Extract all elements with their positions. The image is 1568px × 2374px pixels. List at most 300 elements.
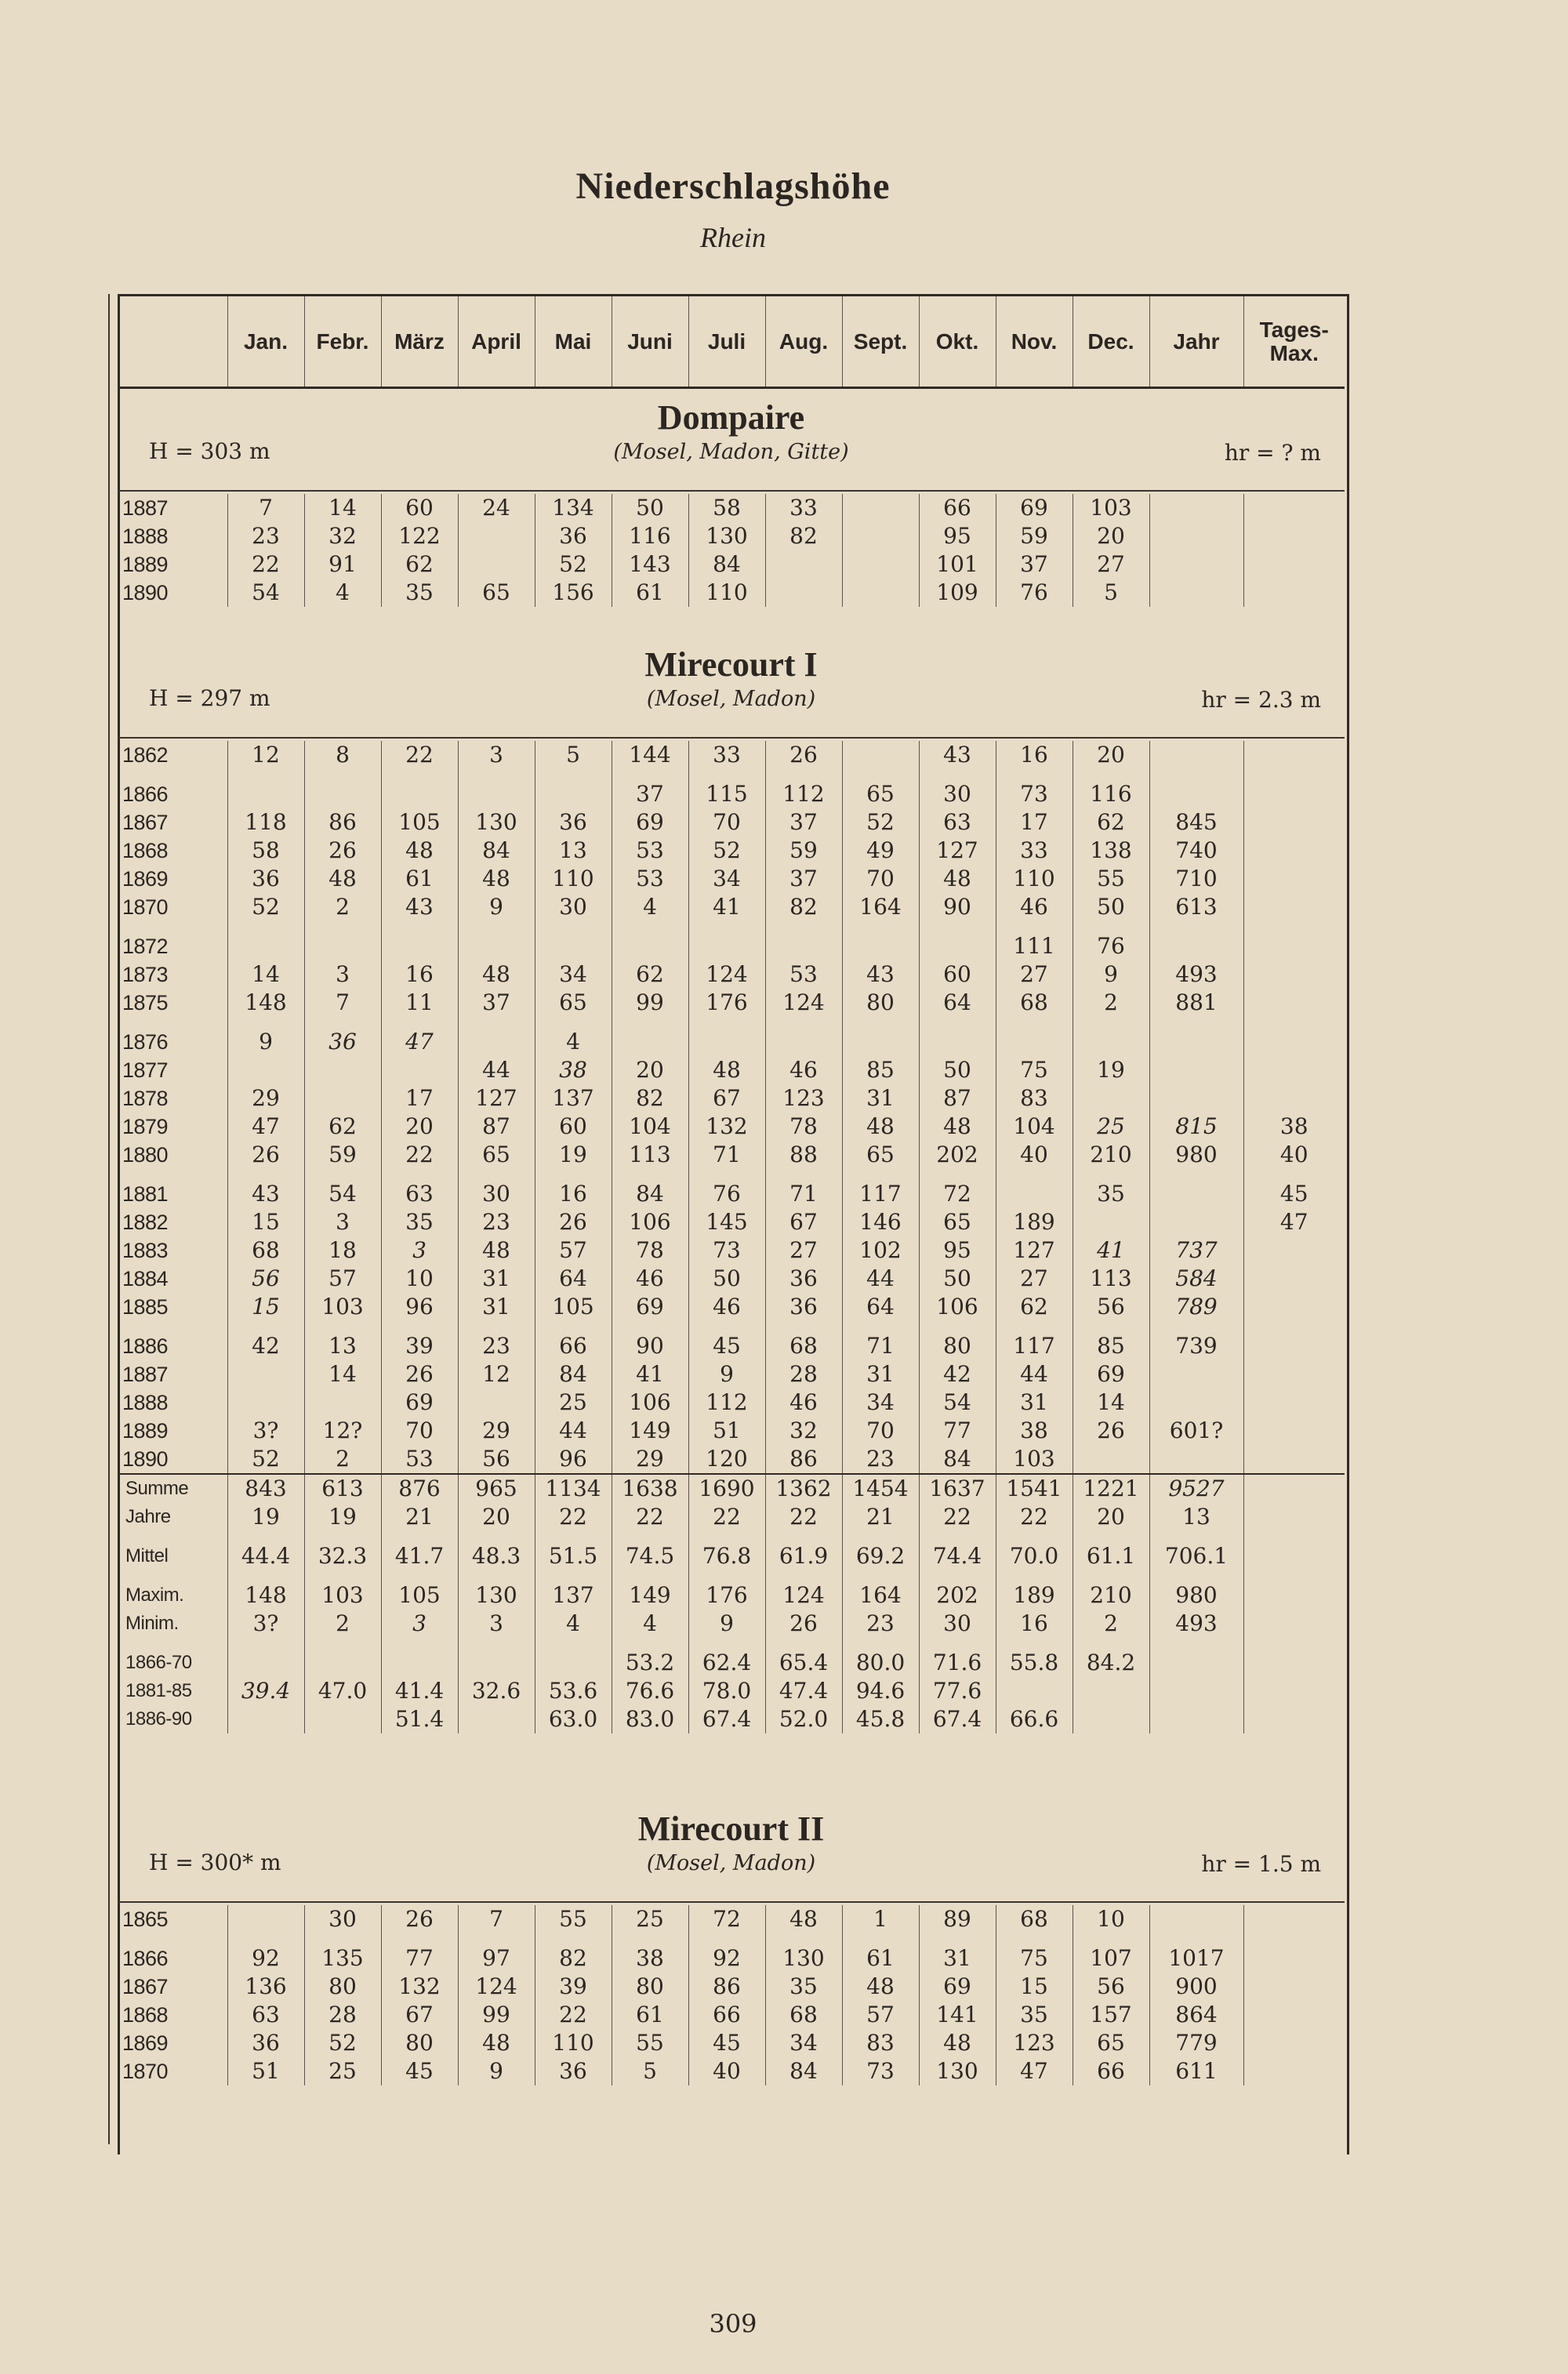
table-row (118, 1056, 1345, 1084)
summary-cell: 66.6 (996, 1705, 1073, 1733)
data-cell: 845 (1149, 808, 1243, 837)
data-cell: 66 (1073, 2057, 1149, 2085)
summary-cell (1243, 1610, 1345, 1638)
data-cell: 34 (535, 960, 612, 989)
column-header-cell: Mai (535, 296, 612, 388)
table-row (118, 1417, 1345, 1445)
data-cell: 44 (458, 1056, 535, 1084)
summary-cell: 47.0 (304, 1677, 381, 1705)
data-cell (1243, 1417, 1345, 1445)
column-header-cell: Nov. (996, 296, 1073, 388)
row-year: 1886 (122, 1334, 169, 1358)
section-dompaire (118, 388, 1345, 492)
data-cell: 146 (842, 1208, 919, 1236)
data-cell: 69 (381, 1388, 458, 1417)
data-cell (381, 780, 458, 808)
data-cell (1149, 1056, 1243, 1084)
data-cell: 44 (996, 1360, 1073, 1388)
column-header-cell: April (458, 296, 535, 388)
column-header-cell: Jan. (227, 296, 304, 388)
data-cell: 35 (765, 1973, 842, 2001)
data-cell: 779 (1149, 2029, 1243, 2057)
summary-row (118, 1503, 1345, 1531)
data-cell (304, 932, 381, 960)
data-cell: 90 (612, 1332, 688, 1360)
data-cell: 1 (842, 1905, 919, 1933)
data-cell: 16 (996, 741, 1073, 769)
data-cell (842, 579, 919, 607)
data-cell: 36 (765, 1265, 842, 1293)
data-cell: 164 (842, 893, 919, 921)
data-cell (1243, 837, 1345, 865)
data-cell: 739 (1149, 1332, 1243, 1360)
data-cell (1243, 1360, 1345, 1388)
row-year: 1873 (122, 963, 169, 986)
table-row (118, 1141, 1345, 1169)
data-cell: 17 (381, 1084, 458, 1113)
summary-cell: 1690 (688, 1474, 765, 1503)
summary-cell: 53.6 (535, 1677, 612, 1705)
section-mirecourt-1 (118, 635, 1345, 739)
data-cell (919, 1028, 996, 1056)
data-cell: 105 (535, 1293, 612, 1321)
data-cell: 102 (842, 1236, 919, 1265)
data-cell (458, 522, 535, 550)
summary-cell (1073, 1705, 1149, 1733)
summary-cell: 130 (458, 1581, 535, 1610)
data-cell: 68 (996, 989, 1073, 1017)
summary-cell (1149, 1705, 1243, 1733)
table-row (118, 2057, 1345, 2085)
table-row (118, 865, 1345, 893)
data-cell: 48 (458, 865, 535, 893)
data-cell: 110 (535, 2029, 612, 2057)
data-cell: 69 (612, 808, 688, 837)
river-label: (Mosel, Madon, Gitte) (613, 440, 849, 464)
data-cell: 13 (304, 1332, 381, 1360)
data-cell: 50 (919, 1265, 996, 1293)
data-cell: 110 (535, 865, 612, 893)
summary-label: Jahre (125, 1506, 171, 1527)
row-year: 1865 (122, 1908, 169, 1931)
data-cell: 611 (1149, 2057, 1243, 2085)
data-cell: 36 (535, 522, 612, 550)
data-cell: 53 (381, 1445, 458, 1474)
data-cell: 39 (381, 1332, 458, 1360)
summary-row (118, 1542, 1345, 1570)
table-row (118, 960, 1345, 989)
data-cell: 127 (458, 1084, 535, 1113)
data-cell: 56 (1073, 1973, 1149, 2001)
summary-cell: 210 (1073, 1581, 1149, 1610)
data-cell: 73 (842, 2057, 919, 2085)
summary-cell: 63.0 (535, 1705, 612, 1733)
station-name: Mirecourt I (644, 645, 818, 684)
data-cell (688, 1028, 765, 1056)
summary-cell: 3 (381, 1610, 458, 1638)
data-cell: 85 (842, 1056, 919, 1084)
data-cell (1243, 1332, 1345, 1360)
summary-cell: 1638 (612, 1474, 688, 1503)
data-cell: 34 (765, 2029, 842, 2057)
page-number: 309 (709, 2309, 757, 2339)
summary-cell: 67.4 (919, 1705, 996, 1733)
data-cell: 113 (1073, 1265, 1149, 1293)
data-cell: 106 (919, 1293, 996, 1321)
summary-cell: 20 (1073, 1503, 1149, 1531)
row-year: 1889 (122, 1419, 169, 1443)
summary-label: 1866-70 (125, 1652, 192, 1673)
data-cell: 10 (381, 1265, 458, 1293)
data-cell: 57 (535, 1236, 612, 1265)
data-cell: 132 (688, 1113, 765, 1141)
data-cell: 92 (688, 1944, 765, 1973)
summary-cell: 20 (458, 1503, 535, 1531)
data-cell: 48 (765, 1905, 842, 1933)
row-year: 1876 (122, 1030, 169, 1054)
data-cell: 189 (996, 1208, 1073, 1236)
data-cell: 84 (765, 2057, 842, 2085)
data-cell (1243, 1084, 1345, 1113)
data-cell: 38 (996, 1417, 1073, 1445)
row-year: 1880 (122, 1143, 169, 1167)
data-cell: 15 (227, 1208, 304, 1236)
data-cell: 50 (688, 1265, 765, 1293)
row-year: 1866 (122, 782, 169, 806)
summary-cell: 44.4 (227, 1542, 304, 1570)
summary-cell: 21 (381, 1503, 458, 1531)
data-cell: 12 (458, 1360, 535, 1388)
data-cell: 15 (996, 1973, 1073, 2001)
summary-cell: 613 (304, 1474, 381, 1503)
data-cell: 82 (612, 1084, 688, 1113)
data-cell: 52 (227, 1445, 304, 1474)
row-year: 1889 (122, 553, 169, 576)
data-cell: 82 (765, 522, 842, 550)
data-cell (1243, 1388, 1345, 1417)
data-cell: 29 (227, 1084, 304, 1113)
row-year: 1881 (122, 1182, 169, 1206)
data-cell: 103 (304, 1293, 381, 1321)
data-cell: 25 (612, 1905, 688, 1933)
data-cell: 14 (1073, 1388, 1149, 1417)
gauge-height: hr = 2.3 m (1201, 687, 1321, 713)
data-cell: 11 (381, 989, 458, 1017)
summary-cell (1243, 1649, 1345, 1677)
data-cell: 48 (919, 865, 996, 893)
data-cell: 141 (919, 2001, 996, 2029)
station-name: Dompaire (657, 398, 805, 437)
data-cell: 67 (688, 1084, 765, 1113)
table-row (118, 932, 1345, 960)
row-year: 1875 (122, 991, 169, 1015)
data-cell (458, 550, 535, 579)
section-mirecourt-2 (118, 1799, 1345, 1903)
data-cell (1073, 1208, 1149, 1236)
summary-cell: 164 (842, 1581, 919, 1610)
data-cell: 25 (1073, 1113, 1149, 1141)
column-header-cell: Tages-Max. (1243, 296, 1345, 388)
data-cell: 80 (381, 2029, 458, 2057)
data-cell: 112 (765, 780, 842, 808)
data-cell (1243, 1944, 1345, 1973)
summary-cell: 30 (919, 1610, 996, 1638)
data-cell: 37 (765, 808, 842, 837)
data-cell: 37 (996, 550, 1073, 579)
data-cell (842, 494, 919, 522)
data-cell: 35 (996, 2001, 1073, 2029)
row-year: 1884 (122, 1267, 169, 1290)
data-cell: 65 (919, 1208, 996, 1236)
data-cell (1149, 1028, 1243, 1056)
row-year: 1866 (122, 1947, 169, 1970)
data-cell: 14 (304, 1360, 381, 1388)
data-cell: 99 (458, 2001, 535, 2029)
data-cell: 106 (612, 1208, 688, 1236)
summary-cell: 13 (1149, 1503, 1243, 1531)
data-cell: 78 (765, 1113, 842, 1141)
row-year: 1869 (122, 2031, 169, 2055)
data-cell: 23 (227, 522, 304, 550)
data-cell: 7 (458, 1905, 535, 1933)
summary-cell: 70.0 (996, 1542, 1073, 1570)
data-cell: 88 (765, 1141, 842, 1169)
data-cell (1243, 494, 1345, 522)
data-cell: 27 (996, 960, 1073, 989)
data-cell: 42 (919, 1360, 996, 1388)
summary-cell (1243, 1503, 1345, 1531)
summary-cell: 4 (612, 1610, 688, 1638)
data-cell: 65 (458, 579, 535, 607)
summary-cell: 1221 (1073, 1474, 1149, 1503)
row-year: 1879 (122, 1115, 169, 1138)
data-cell: 144 (612, 741, 688, 769)
data-cell (842, 550, 919, 579)
table-row (118, 1445, 1345, 1474)
summary-cell: 19 (227, 1503, 304, 1531)
data-cell: 117 (996, 1332, 1073, 1360)
summary-cell (1243, 1677, 1345, 1705)
data-cell (842, 932, 919, 960)
data-cell: 46 (612, 1265, 688, 1293)
data-cell: 61 (381, 865, 458, 893)
summary-cell: 19 (304, 1503, 381, 1531)
data-cell: 132 (381, 1973, 458, 2001)
data-cell: 47 (381, 1028, 458, 1056)
summary-cell: 1454 (842, 1474, 919, 1503)
data-cell: 148 (227, 989, 304, 1017)
data-cell (1243, 522, 1345, 550)
data-cell: 42 (227, 1332, 304, 1360)
summary-cell: 149 (612, 1581, 688, 1610)
summary-cell: 22 (688, 1503, 765, 1531)
row-year: 1870 (122, 2060, 169, 2083)
data-cell: 106 (612, 1388, 688, 1417)
summary-cell: 62.4 (688, 1649, 765, 1677)
summary-cell: 843 (227, 1474, 304, 1503)
data-cell: 95 (919, 522, 996, 550)
summary-cell: 39.4 (227, 1677, 304, 1705)
data-cell (1243, 960, 1345, 989)
data-cell: 76 (996, 579, 1073, 607)
summary-cell: 980 (1149, 1581, 1243, 1610)
data-cell: 41 (612, 1360, 688, 1388)
table-row (118, 2001, 1345, 2029)
summary-cell: 52.0 (765, 1705, 842, 1733)
data-cell: 99 (612, 989, 688, 1017)
data-cell (842, 522, 919, 550)
data-cell: 54 (227, 579, 304, 607)
data-cell: 41 (1073, 1236, 1149, 1265)
data-cell: 124 (765, 989, 842, 1017)
data-cell (1243, 780, 1345, 808)
row-year: 1890 (122, 1447, 169, 1471)
column-header (118, 296, 1345, 389)
data-cell: 57 (304, 1265, 381, 1293)
data-cell: 104 (612, 1113, 688, 1141)
table-row (118, 1113, 1345, 1141)
data-cell: 16 (535, 1180, 612, 1208)
summary-row (118, 1677, 1345, 1705)
data-cell: 71 (842, 1332, 919, 1360)
row-year: 1872 (122, 935, 169, 958)
row-year: 1890 (122, 581, 169, 604)
summary-cell: 47.4 (765, 1677, 842, 1705)
data-cell: 36 (535, 808, 612, 837)
data-cell: 52 (304, 2029, 381, 2057)
data-cell: 17 (996, 808, 1073, 837)
summary-row (118, 1581, 1345, 1610)
data-cell: 881 (1149, 989, 1243, 1017)
data-cell: 48 (458, 1236, 535, 1265)
summary-cell: 16 (996, 1610, 1073, 1638)
data-cell (304, 1084, 381, 1113)
summary-cell (1149, 1677, 1243, 1705)
data-cell (304, 1056, 381, 1084)
data-cell: 45 (1243, 1180, 1345, 1208)
data-cell: 71 (688, 1141, 765, 1169)
data-cell (1243, 932, 1345, 960)
data-cell: 59 (996, 522, 1073, 550)
summary-cell: 22 (996, 1503, 1073, 1531)
data-cell: 584 (1149, 1265, 1243, 1293)
summary-cell: 137 (535, 1581, 612, 1610)
summary-cell (1243, 1542, 1345, 1570)
data-cell: 71 (765, 1180, 842, 1208)
row-year: 1882 (122, 1211, 169, 1234)
data-cell: 85 (1073, 1332, 1149, 1360)
frame-left-rule (108, 294, 110, 2144)
data-cell: 84 (458, 837, 535, 865)
data-cell: 43 (381, 893, 458, 921)
data-cell (1243, 1293, 1345, 1321)
data-cell: 43 (227, 1180, 304, 1208)
dompaire-table (118, 494, 1345, 607)
data-cell: 35 (1073, 1180, 1149, 1208)
data-cell: 1017 (1149, 1944, 1243, 1973)
data-cell: 103 (996, 1445, 1073, 1474)
data-cell (1073, 1028, 1149, 1056)
data-cell: 815 (1149, 1113, 1243, 1141)
data-cell: 7 (227, 494, 304, 522)
data-cell: 14 (304, 494, 381, 522)
row-year: 1887 (122, 496, 169, 520)
data-cell: 76 (1073, 932, 1149, 960)
summary-cell (535, 1649, 612, 1677)
data-cell: 27 (996, 1265, 1073, 1293)
data-cell: 48 (842, 1973, 919, 2001)
data-cell: 23 (458, 1332, 535, 1360)
summary-cell: 1541 (996, 1474, 1073, 1503)
summary-cell: 189 (996, 1581, 1073, 1610)
data-cell: 26 (381, 1905, 458, 1933)
data-cell (1149, 780, 1243, 808)
column-header-cell: Febr. (304, 296, 381, 388)
summary-cell: 51.5 (535, 1542, 612, 1570)
data-cell: 31 (842, 1084, 919, 1113)
data-cell: 70 (381, 1417, 458, 1445)
data-cell (1149, 1208, 1243, 1236)
data-cell: 103 (1073, 494, 1149, 522)
data-cell: 44 (842, 1265, 919, 1293)
data-cell: 46 (688, 1293, 765, 1321)
data-cell (1243, 579, 1345, 607)
data-cell: 67 (765, 1208, 842, 1236)
table-row (118, 1360, 1345, 1388)
data-cell: 29 (458, 1417, 535, 1445)
data-cell: 124 (688, 960, 765, 989)
data-cell: 35 (381, 1208, 458, 1236)
summary-label: Mittel (125, 1545, 169, 1566)
data-cell: 157 (1073, 2001, 1149, 2029)
data-cell: 69 (1073, 1360, 1149, 1388)
data-cell: 30 (458, 1180, 535, 1208)
data-cell: 19 (535, 1141, 612, 1169)
summary-cell: 103 (304, 1581, 381, 1610)
data-cell: 70 (842, 865, 919, 893)
data-cell: 50 (1073, 893, 1149, 921)
summary-cell: 4 (535, 1610, 612, 1638)
data-cell: 41 (688, 893, 765, 921)
data-cell: 91 (304, 550, 381, 579)
data-cell: 60 (381, 494, 458, 522)
data-cell: 5 (1073, 579, 1149, 607)
summary-cell: 74.5 (612, 1542, 688, 1570)
summary-cell: 71.6 (919, 1649, 996, 1677)
data-cell: 149 (612, 1417, 688, 1445)
data-cell (1243, 1028, 1345, 1056)
data-cell (458, 780, 535, 808)
data-cell: 83 (996, 1084, 1073, 1113)
row-year: 1883 (122, 1239, 169, 1262)
station-height: H = 303 m (149, 438, 270, 464)
table-row (118, 1084, 1345, 1113)
data-cell: 52 (688, 837, 765, 865)
data-cell (1243, 741, 1345, 769)
data-cell: 27 (1073, 550, 1149, 579)
data-cell: 52 (227, 893, 304, 921)
data-cell: 60 (535, 1113, 612, 1141)
data-cell: 8 (304, 741, 381, 769)
data-cell: 111 (996, 932, 1073, 960)
column-header-cell: Dec. (1073, 296, 1149, 388)
data-cell: 37 (765, 865, 842, 893)
data-cell (227, 780, 304, 808)
data-cell: 14 (227, 960, 304, 989)
station-name: Mirecourt II (637, 1810, 825, 1848)
data-cell: 96 (381, 1293, 458, 1321)
summary-cell: 51.4 (381, 1705, 458, 1733)
